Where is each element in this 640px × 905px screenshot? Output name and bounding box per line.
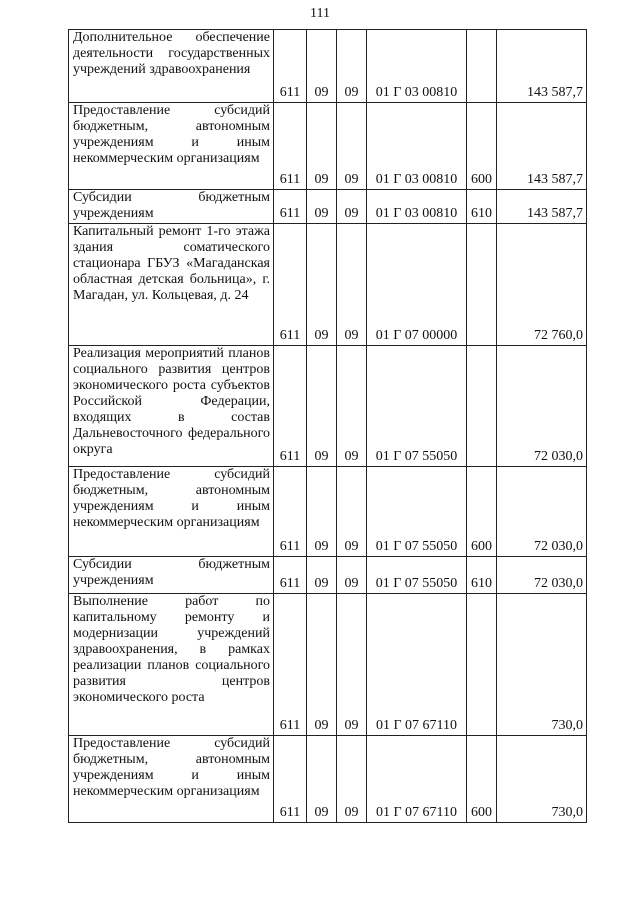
amount-cell (497, 557, 587, 594)
subsection-code-cell (337, 224, 367, 346)
expense-type-code-cell (467, 346, 497, 467)
amount-cell (497, 103, 587, 190)
amount: 72 030,0 (534, 576, 583, 591)
row-name-cell (69, 224, 274, 346)
row-name-cell (69, 190, 274, 224)
target-code-cell (367, 30, 467, 103)
row-name: Предоставление субсидий бюджетным, автономным учреждениям и иным некоммерческим организациям (73, 467, 270, 530)
subsection-code-cell (337, 103, 367, 190)
ministry-code-cell (274, 346, 307, 467)
ministry-code-cell (274, 224, 307, 346)
row-name-cell (69, 103, 274, 190)
amount: 72 030,0 (534, 539, 583, 554)
section-code: 09 (314, 85, 329, 100)
expense-type-code-cell (467, 30, 497, 103)
target-code: 01 Г 07 67110 (375, 718, 458, 733)
target-code: 01 Г 03 00810 (375, 85, 458, 100)
row-name-cell (69, 594, 274, 736)
ministry-code: 611 (279, 85, 301, 100)
subsection-code: 09 (344, 576, 359, 591)
section-code-cell (307, 557, 337, 594)
amount-cell (497, 736, 587, 823)
table-row (69, 594, 587, 736)
target-code: 01 Г 07 55050 (375, 539, 458, 554)
section-code-cell (307, 103, 337, 190)
table-row (69, 467, 587, 557)
budget-table (68, 29, 587, 823)
expense-type-code-cell (467, 736, 497, 823)
expense-type-code: 600 (471, 805, 492, 820)
ministry-code: 611 (279, 328, 301, 343)
row-name: Предоставление субсидий бюджетным, автономным учреждениям и иным некоммерческим организациям (73, 103, 270, 166)
ministry-code-cell (274, 30, 307, 103)
section-code: 09 (314, 576, 329, 591)
row-name: Предоставление субсидий бюджетным, автономным учреждениям и иным некоммерческим организациям (73, 736, 270, 799)
subsection-code-cell (337, 467, 367, 557)
target-code-cell (367, 224, 467, 346)
expense-type-code-cell (467, 594, 497, 736)
target-code: 01 Г 03 00810 (375, 172, 458, 187)
ministry-code-cell (274, 467, 307, 557)
table-row (69, 557, 587, 594)
subsection-code-cell (337, 346, 367, 467)
subsection-code: 09 (344, 172, 359, 187)
row-name-cell (69, 346, 274, 467)
target-code: 01 Г 07 55050 (375, 449, 458, 464)
subsection-code-cell (337, 30, 367, 103)
section-code: 09 (314, 206, 329, 221)
row-name: Реализация мероприятий планов социального развития центров экономического роста субъектов Российской Федерации, входящих в состав Дальневосточного федерального округа (73, 346, 270, 457)
subsection-code-cell (337, 557, 367, 594)
target-code-cell (367, 346, 467, 467)
subsection-code: 09 (344, 805, 359, 820)
table-row (69, 736, 587, 823)
subsection-code: 09 (344, 328, 359, 343)
target-code-cell (367, 103, 467, 190)
table-row (69, 346, 587, 467)
ministry-code-cell (274, 557, 307, 594)
subsection-code: 09 (344, 449, 359, 464)
amount: 72 030,0 (534, 449, 583, 464)
target-code-cell (367, 594, 467, 736)
target-code: 01 Г 03 00810 (375, 206, 458, 221)
subsection-code-cell (337, 594, 367, 736)
ministry-code-cell (274, 103, 307, 190)
amount-cell (497, 224, 587, 346)
amount: 143 587,7 (527, 85, 583, 100)
ministry-code: 611 (279, 539, 301, 554)
expense-type-code-cell (467, 190, 497, 224)
ministry-code: 611 (279, 172, 301, 187)
amount: 143 587,7 (527, 206, 583, 221)
amount: 72 760,0 (534, 328, 583, 343)
target-code-cell (367, 467, 467, 557)
row-name-cell (69, 736, 274, 823)
table-row (69, 103, 587, 190)
expense-type-code-cell (467, 467, 497, 557)
ministry-code: 611 (279, 449, 301, 464)
expense-type-code-cell (467, 557, 497, 594)
target-code-cell (367, 557, 467, 594)
target-code-cell (367, 190, 467, 224)
amount-cell (497, 30, 587, 103)
section-code: 09 (314, 449, 329, 464)
amount-cell (497, 467, 587, 557)
row-name-cell (69, 557, 274, 594)
page-number: 111 (310, 6, 330, 21)
section-code-cell (307, 467, 337, 557)
ministry-code-cell (274, 736, 307, 823)
target-code: 01 Г 07 67110 (375, 805, 458, 820)
section-code: 09 (314, 172, 329, 187)
section-code: 09 (314, 328, 329, 343)
section-code-cell (307, 594, 337, 736)
section-code-cell (307, 224, 337, 346)
amount-cell (497, 346, 587, 467)
section-code-cell (307, 736, 337, 823)
row-name: Субсидии бюджетным учреждениям (73, 557, 270, 588)
section-code-cell (307, 30, 337, 103)
row-name-cell (69, 467, 274, 557)
row-name: Выполнение работ по капитальному ремонту и модернизации учреждений здравоохранения, в рамках реализации планов социального развития центров экономического роста (73, 594, 270, 705)
row-name: Капитальный ремонт 1-го этажа здания соматического стационара ГБУЗ «Магаданская областная детская больница», г. Магадан, ул. Кольцевая, д. 24 (73, 224, 270, 303)
expense-type-code: 600 (471, 172, 492, 187)
subsection-code: 09 (344, 206, 359, 221)
amount: 143 587,7 (527, 172, 583, 187)
target-code-cell (367, 736, 467, 823)
amount-cell (497, 594, 587, 736)
table-row (69, 30, 587, 103)
section-code: 09 (314, 539, 329, 554)
subsection-code: 09 (344, 539, 359, 554)
subsection-code-cell (337, 736, 367, 823)
table-row (69, 224, 587, 346)
target-code: 01 Г 07 55050 (375, 576, 458, 591)
amount-cell (497, 190, 587, 224)
ministry-code: 611 (279, 805, 301, 820)
row-name: Субсидии бюджетным учреждениям (73, 190, 270, 221)
section-code: 09 (314, 718, 329, 733)
ministry-code: 611 (279, 718, 301, 733)
section-code: 09 (314, 805, 329, 820)
ministry-code: 611 (279, 576, 301, 591)
subsection-code: 09 (344, 85, 359, 100)
row-name: Дополнительное обеспечение деятельности государственных учреждений здравоохранения (73, 30, 270, 77)
row-name-cell (69, 30, 274, 103)
ministry-code-cell (274, 594, 307, 736)
table-row (69, 190, 587, 224)
amount: 730,0 (551, 718, 583, 733)
ministry-code-cell (274, 190, 307, 224)
expense-type-code: 600 (471, 539, 492, 554)
expense-type-code-cell (467, 103, 497, 190)
target-code: 01 Г 07 00000 (375, 328, 458, 343)
section-code-cell (307, 190, 337, 224)
expense-type-code-cell (467, 224, 497, 346)
amount: 730,0 (551, 805, 583, 820)
expense-type-code: 610 (471, 576, 492, 591)
subsection-code: 09 (344, 718, 359, 733)
ministry-code: 611 (279, 206, 301, 221)
subsection-code-cell (337, 190, 367, 224)
section-code-cell (307, 346, 337, 467)
expense-type-code: 610 (471, 206, 492, 221)
